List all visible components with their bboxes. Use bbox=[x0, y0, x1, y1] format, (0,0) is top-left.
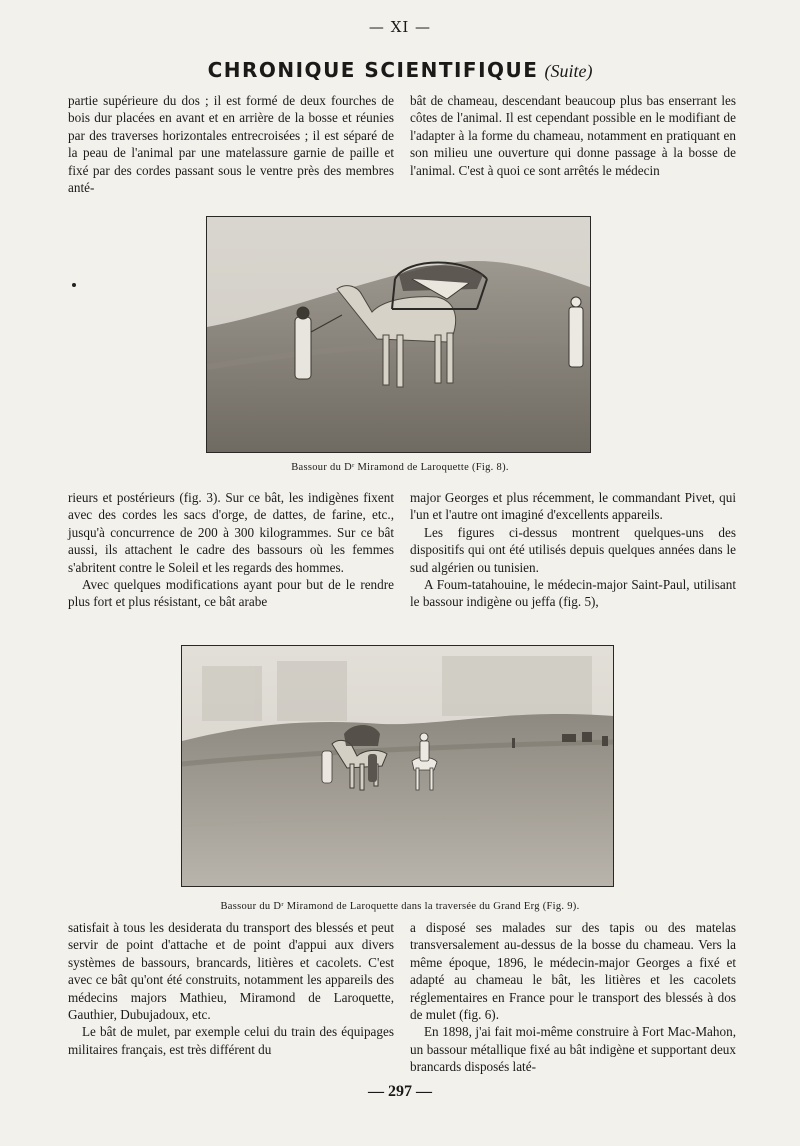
bottom-left-column bbox=[68, 919, 394, 1058]
bottom-left-paragraph-2: Le bât de mulet, par exemple celui du train des équipages militaires français, est très différent du bbox=[68, 1024, 394, 1057]
stray-ink-dot bbox=[72, 283, 76, 287]
bottom-right-paragraph-2: En 1898, j'ai fait moi-même construire à Fort Mac-Mahon, un bassour métallique fixé au bât indigène et supportant deux brancards disposés laté- bbox=[410, 1024, 736, 1075]
middle-right-column bbox=[410, 489, 736, 611]
figure-8-photo bbox=[206, 216, 591, 453]
figure-9-photo bbox=[181, 645, 614, 887]
middle-right-paragraph-1: major Georges et plus récemment, le commandant Pivet, qui l'un et l'autre ont imaginé d'excellents appareils. bbox=[410, 490, 736, 523]
top-right-paragraph: bât de chameau, descendant beaucoup plus bas enserrant les côtes de l'animal. Il est cependant possible en le modifiant de l'adapter à la forme du chameau, notamment en pratiquant en son milieu une ouverture qui donne passage à la bosse de l'animal. C'est à quoi ce sont arrêtés le médecin bbox=[410, 93, 736, 178]
bottom-right-paragraph-1: a disposé ses malades sur des tapis ou des matelas transversalement au-dessus de la bosse du chameau. Vers la même époque, 1896, le médecin-major Georges a fixé et adapté au chameau le bât, les litières et les cacolets réglementaires en France pour le transport des blessés à dos de mulet (fig. 6). bbox=[410, 920, 736, 1023]
middle-left-paragraph-1: rieurs et postérieurs (fig. 3). Sur ce bât, les indigènes fixent avec des cordes les sacs d'orge, de dattes, de farine, etc., jusqu'à concurrence de 200 à 300 kilogrammes. Sur ce bât aussi, ils attachent le cadre des bassours où les femmes s'abritent contre le Soleil et les regards des hommes. bbox=[68, 490, 394, 575]
page-roman-numeral: — XI — bbox=[368, 18, 432, 36]
figure-9-caption: Bassour du Dʳ Miramond de Laroquette dans la traversée du Grand Erg (Fig. 9). bbox=[220, 901, 580, 912]
page-title bbox=[0, 58, 800, 82]
top-right-column bbox=[410, 92, 736, 179]
page-number: — 297 — bbox=[368, 1083, 432, 1100]
middle-right-paragraph-3: A Foum-tatahouine, le médecin-major Saint-Paul, utilisant le bassour indigène ou jeffa (fig. 5), bbox=[410, 577, 736, 610]
top-left-column bbox=[68, 92, 394, 196]
title-suite: (Suite) bbox=[544, 61, 593, 81]
middle-right-paragraph-2: Les figures ci-dessus montrent quelques-uns des dispositifs qui ont été utilisés depuis quelques années dans le sud algérien ou tunisien. bbox=[410, 524, 736, 575]
middle-left-column bbox=[68, 489, 394, 611]
bottom-left-paragraph-1: satisfait à tous les desiderata du transport des blessés et peut servir de point d'attache et de point d'appui aux divers systèmes de bassours, brancards, litières et cacolets. C'est avec ce bât qu'ont été construits, notamment les appareils des médecins majors Mathieu, Miramond de Laroquette, Gauthier, Dubujadoux, etc. bbox=[68, 920, 394, 1023]
middle-left-paragraph-2: Avec quelques modifications ayant pour but de le rendre plus fort et plus résistant, ce bât arabe bbox=[68, 577, 394, 610]
figure-8-caption: Bassour du Dʳ Miramond de Laroquette (Fig. 8). bbox=[291, 462, 509, 473]
top-left-paragraph: partie supérieure du dos ; il est formé de deux fourches de bois dur placées en avant et en arrière de la bosse et réunies par des traverses horizontales entrecroisées ; il est séparé de la peau de l'animal par une matelassure garnie de paille et fixé par des cordes passant sous le ventre près des membres anté- bbox=[68, 93, 394, 196]
chronicle-title: CHRONIQUE SCIENTIFIQUE bbox=[207, 58, 539, 82]
bottom-right-column bbox=[410, 919, 736, 1076]
